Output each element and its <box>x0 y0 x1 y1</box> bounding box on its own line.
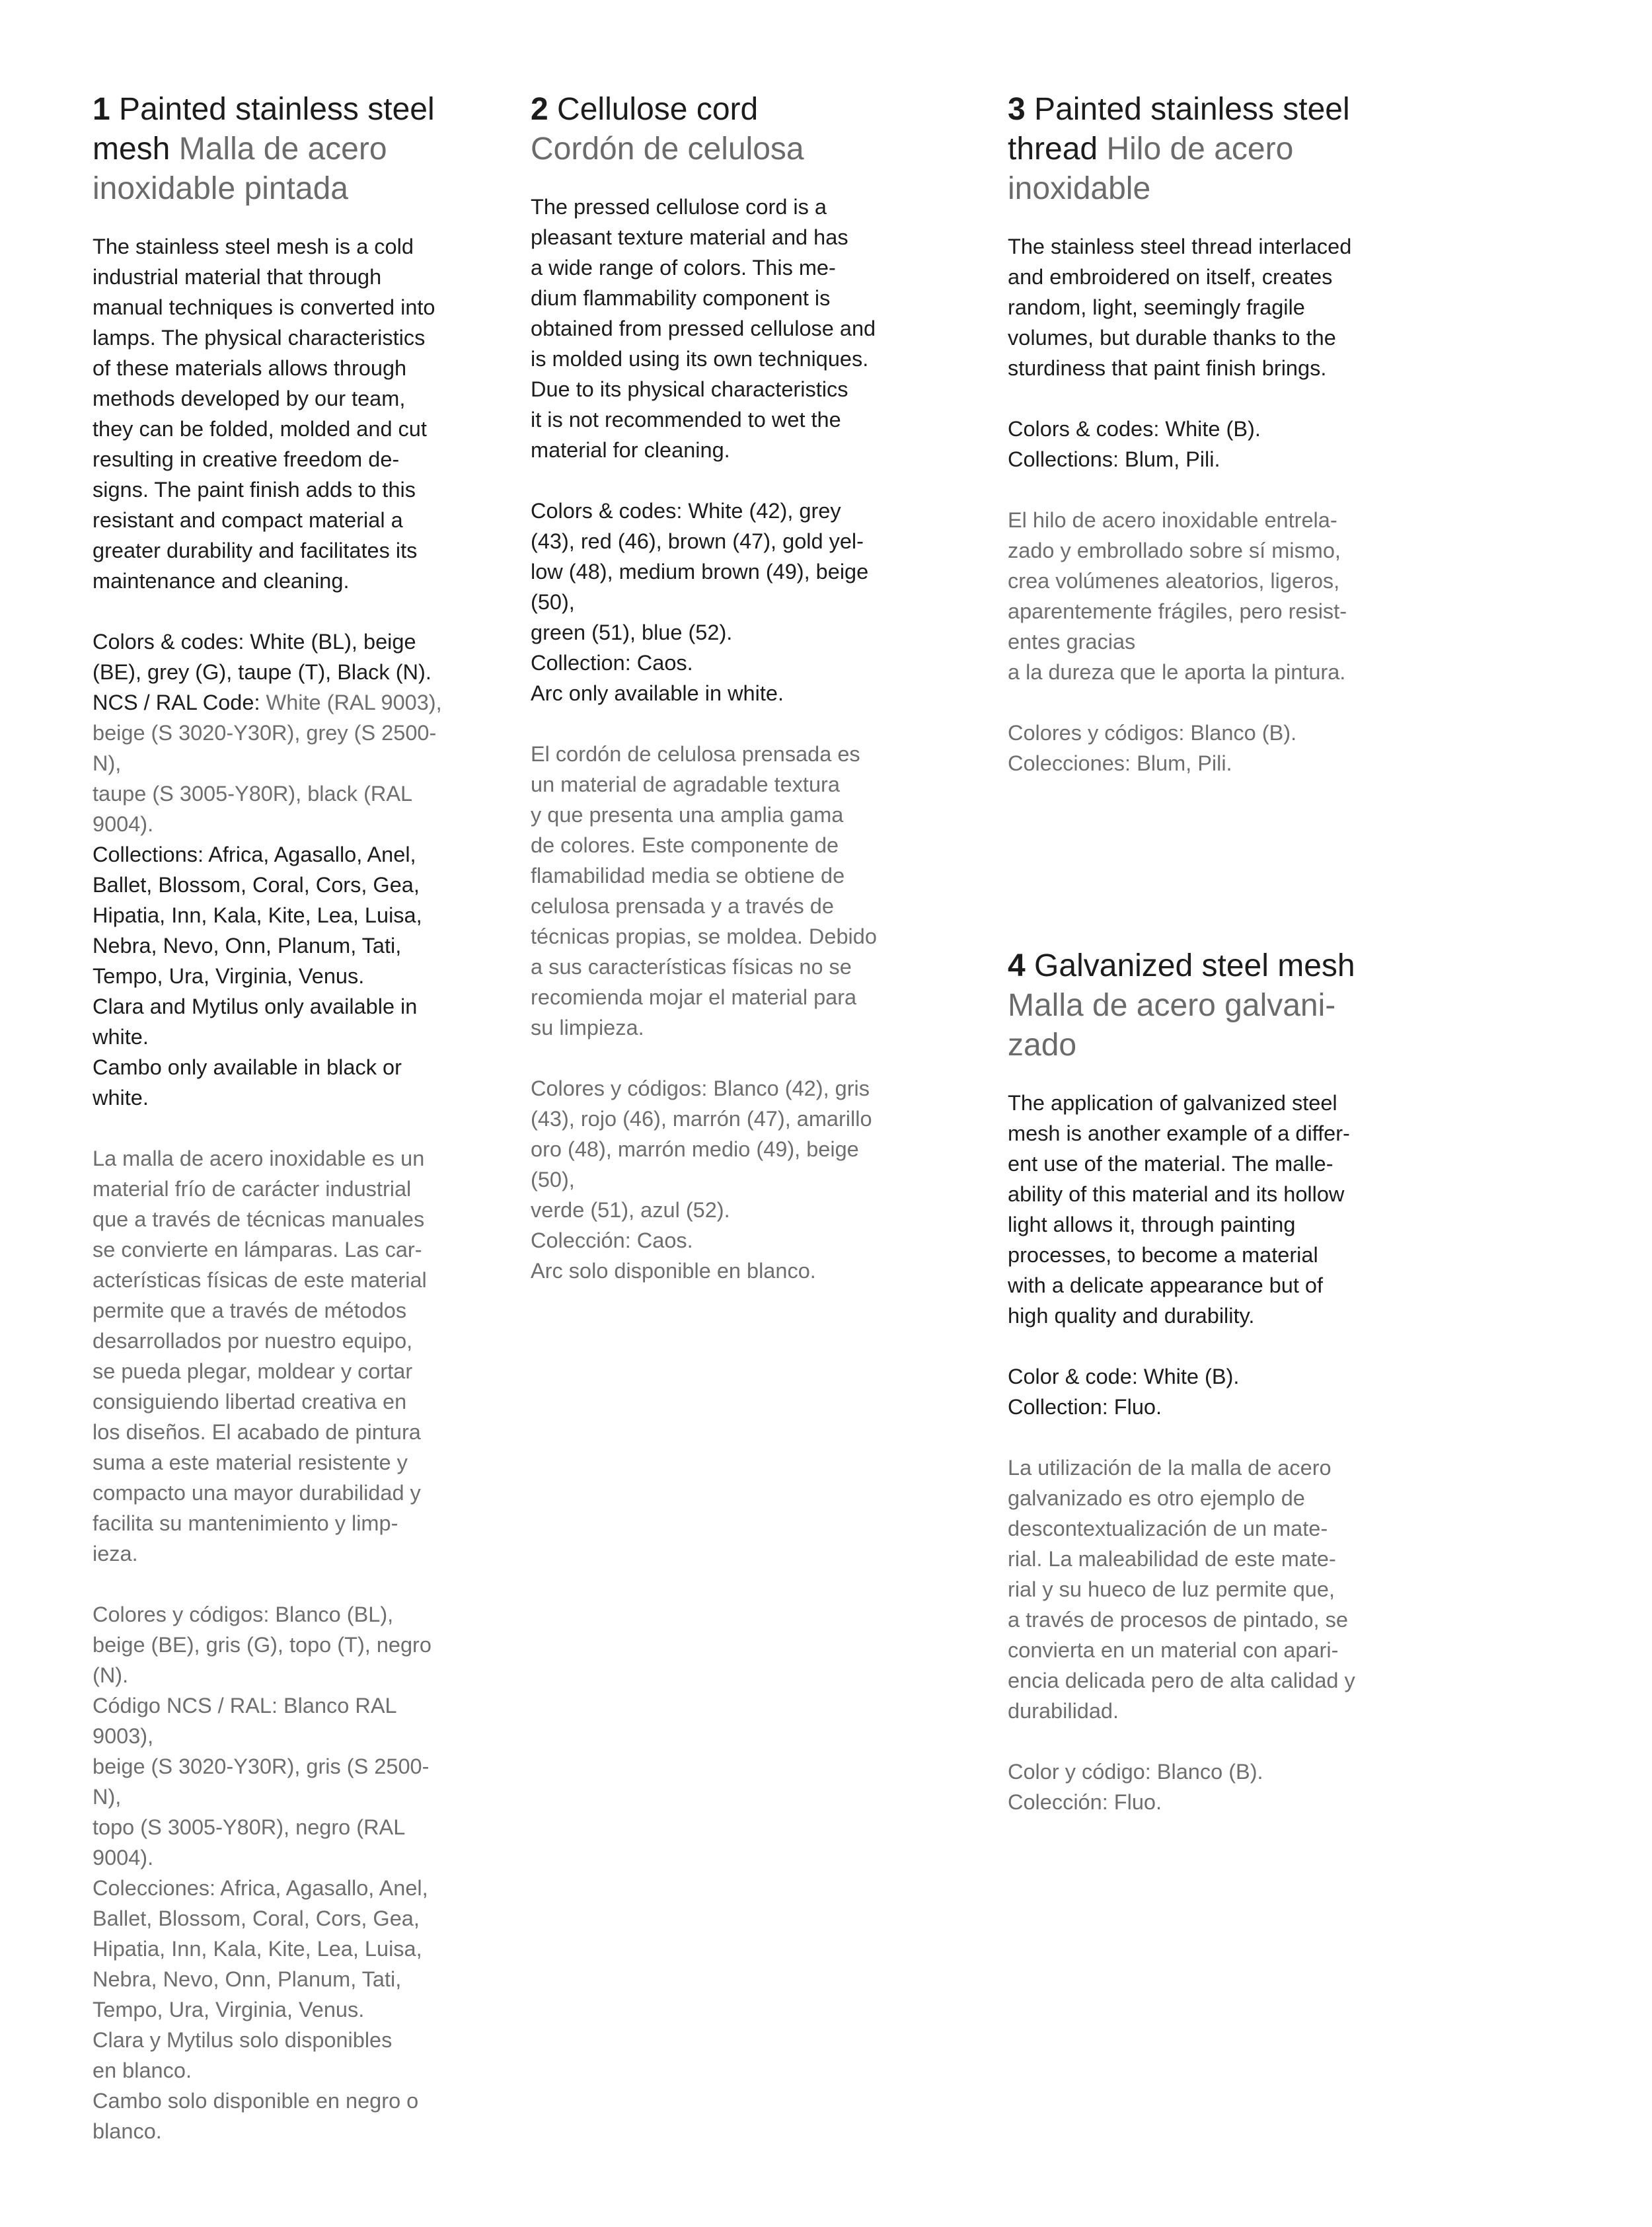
section-number: 4 <box>1008 948 1026 983</box>
colors-codes-en: Colors & codes: White (B). Collections: Blum, Pili. <box>1008 417 1261 471</box>
description-en: The stainless steel mesh is a cold industrial material that through manual techniques is converted into lamps. The physical characteristics of these materials allows through methods developed by our team, they can be folded, molded and cut resulting in creative freedom de- signs. The paint finish adds to this resistant and compact material a greater durability and facilitates its maintenance and cleaning. <box>93 235 435 593</box>
description-es: La malla de acero inoxidable es un material frío de carácter industrial que a través de técnicas manuales se convierte en lámparas. Las car- acterísticas físicas de este material permite que a través de métodos desarrollados por nuestro equipo, se pueda plegar, moldear y cortar consiguiendo libertad creativa en los diseños. El acabado de pintura suma a este material resistente y compacto una mayor durabilidad y facilita su mantenimiento y limp- ieza. <box>93 1147 427 1566</box>
section-heading <box>93 90 489 209</box>
section-painted-stainless-steel-mesh <box>93 90 489 2177</box>
section-title-es: Hilo de acero inoxidable <box>1008 132 1294 206</box>
section-heading <box>1008 90 1391 209</box>
colors-codes-en: Colors & codes: White (BL), beige (BE), grey (G), taupe (T), Black (N). <box>93 630 432 684</box>
section-number: 2 <box>531 92 548 127</box>
section-painted-stainless-steel-thread <box>1008 90 1404 809</box>
section-heading <box>1008 946 1404 1065</box>
collections-en: Collections: Africa, Agasallo, Anel, Ballet, Blossom, Coral, Cors, Gea, Hipatia, Inn, Kala, Kite, Lea, Luisa, Nebra, Nevo, Onn, Planum, Tati, Tempo, Ura, Virginia, Venus. Clara and Mytilus only available in white. Cambo only available in black or white. <box>93 843 422 1110</box>
section-number: 1 <box>93 92 110 127</box>
description-en: The application of galvanized steel mesh is another example of a differ- ent use of the material. The malle- ability of this material and its hollow light allows it, through painting processes, to become a material with a delicate appearance but of high quality and durability. <box>1008 1091 1350 1328</box>
section-galvanized-steel-mesh <box>1008 946 1404 1848</box>
colors-codes-es: Color y código: Blanco (B). Colección: Fluo. <box>1008 1760 1263 1814</box>
colors-codes-es: Colores y códigos: Blanco (B). Colecciones: Blum, Pili. <box>1008 721 1297 775</box>
section-title-en: Painted stainless steel thread <box>1008 92 1350 167</box>
section-title-es: Cordón de celulosa <box>531 132 804 167</box>
colors-codes-en: Colors & codes: White (42), grey (43), red (46), brown (47), gold yel- low (48), medium brown (49), beige (50), green (51), blue (52). Collection: Caos. Arc only available in white. <box>531 499 869 705</box>
section-cellulose-cord <box>531 90 927 1316</box>
section-number: 3 <box>1008 92 1026 127</box>
colors-codes-en: Color & code: White (B). Collection: Fluo. <box>1008 1365 1240 1419</box>
description-en: The pressed cellulose cord is a pleasant texture material and has a wide range of colors. This me- dium flammability component is obtained from pressed cellulose and is molded using its own techniques. Due to its physical characteristics it is not recommended to wet the material for cleaning. <box>531 195 876 462</box>
description-es: El hilo de acero inoxidable entrela- zado y embrollado sobre sí mismo, crea volúmenes aleatorios, ligeros, aparentemente frágiles, pero resist- entes gracias a la dureza que le aporta la pintura. <box>1008 508 1347 684</box>
section-title-en: Painted stainless steel mesh <box>93 92 435 167</box>
ral-label: NCS / RAL Code: <box>93 691 260 714</box>
section-title-es: Malla de acero inoxidable pintada <box>93 132 387 206</box>
section-title-en: Galvanized steel mesh <box>1034 948 1355 983</box>
description-en: The stainless steel thread interlaced and embroidered on itself, creates random, light, seemingly fragile volumes, but durable thanks to the sturdiness that paint finish brings. <box>1008 235 1352 380</box>
section-title-es: Malla de acero galvani- zado <box>1008 988 1336 1063</box>
ral-codes <box>93 687 489 839</box>
section-heading <box>531 90 927 169</box>
section-title-en: Cellulose cord <box>557 92 759 127</box>
ral-values: White (RAL 9003), beige (S 3020-Y30R), grey (S 2500- N), taupe (S 3005-Y80R), black (RAL 9004). <box>93 691 442 836</box>
description-es: El cordón de celulosa prensada es un material de agradable textura y que presenta una amplia gama de colores. Este componente de flamabilidad media se obtiene de celulosa prensada y a través de técnicas propias, se moldea. Debido a sus características físicas no se recomienda mojar el material para su limpieza. <box>531 742 877 1039</box>
colors-codes-es: Colores y códigos: Blanco (42), gris (43), rojo (46), marrón (47), amarillo oro (48), marrón medio (49), beige (50), verde (51), azul (52). Colección: Caos. Arc solo disponible en blanco. <box>531 1076 872 1283</box>
colors-codes-es: Colores y códigos: Blanco (BL), beige (BE), gris (G), topo (T), negro (N). Código NCS / RAL: Blanco RAL 9003), beige (S 3020-Y30R), gris (S 2500- N), topo (S 3005-Y80R), negro (RAL 9004). Colecciones: Africa, Agasallo, Anel, Ballet, Blossom, Coral, Cors, Gea, Hipatia, Inn, Kala, Kite, Lea, Luisa, Nebra, Nevo, Onn, Planum, Tati, Tempo, Ura, Virginia, Venus. Clara y Mytilus solo disponibles en blanco. Cambo solo disponible en negro o blanco. <box>93 1603 432 2143</box>
description-es: La utilización de la malla de acero galvanizado es otro ejemplo de descontextualización de un mate- rial. La maleabilidad de este mate- rial y su hueco de luz permite que, a través de procesos de pintado, se convierta en un material con apari- encia delicada pero de alta calidad y durabilidad. <box>1008 1456 1355 1723</box>
